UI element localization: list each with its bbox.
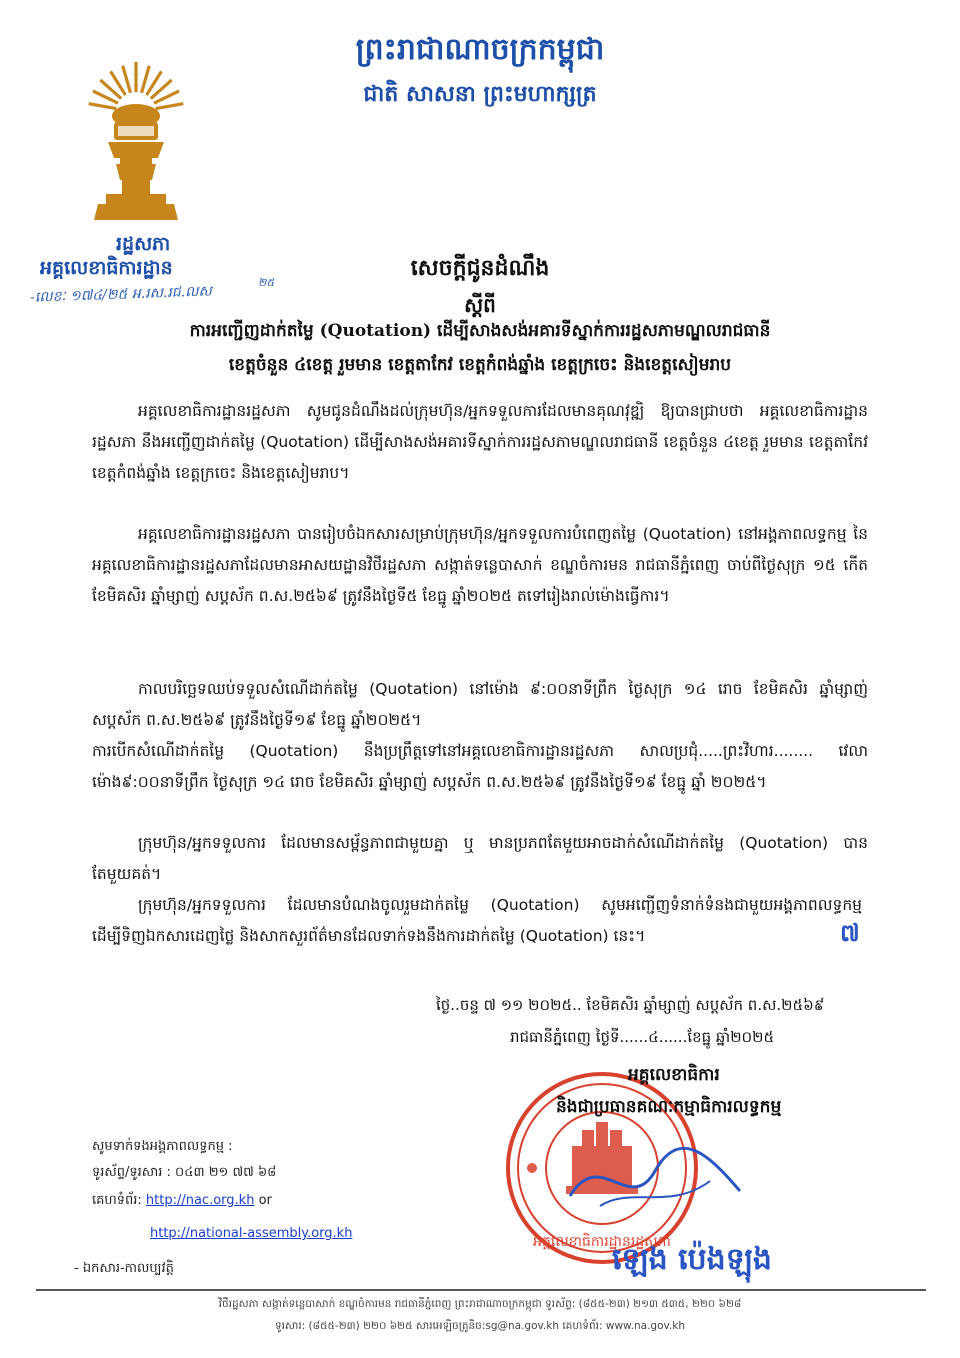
- signer-title: អគ្គលេខាធិការ: [628, 1065, 720, 1085]
- notice-title: សេចក្ដីជូនដំណឹង: [410, 255, 550, 281]
- notice-subject-line2: ខេត្តចំនួន ៤ខេត្ត រួមមាន ខេត្តតាកែវ ខេត្តកំពង់ឆ្នាំង ខេត្តក្រចេះ និងខេត្តសៀមរាប: [228, 355, 732, 375]
- nac-link[interactable]: http://nac.org.kh: [145, 1193, 255, 1208]
- footer-contact: ទូរសារ: (៨៥៥-២៣) ២២០ ៦២៥ សារអេឡិចត្រូនិច:sg@na.gov.kh គេហទំព័រ: www.na.gov.kh: [275, 1320, 685, 1332]
- reference-number: -លេខៈ ១៧៤/២៥ អ.រស.រជ.លស: [29, 283, 213, 306]
- body-paragraph-1: អគ្គលេខាធិការដ្ឋានរដ្ឋសភា សូមជូនដំណឹងដល់ក្រុមហ៊ុន/អ្នកទទួលការដែលមានគុណវុឌ្ឍិ ឱ្យបានជ្រាបថា អគ្គលេខាធិការដ្ឋានរដ្ឋសភា នឹងអញ្ជើញដាក់តម្លៃ (Quotation) ដើម្បីសាងសង់អគារទីស្នាក់ការរដ្ឋសភាមណ្ឌលរាជធានី ខេត្តចំនួន ៤ខេត្ត រួមមាន ខេត្តតាកែវ ខេត្តកំពង់ឆ្នាំង ខេត្តក្រចេះ និងខេត្តសៀមរាប។: [92, 402, 868, 482]
- body-paragraph-3: កាលបរិច្ឆេទឈប់ទទួលសំណើដាក់តម្លៃ (Quotation) នៅម៉ោង ៩:០០នាទីព្រឹក ថ្ងៃសុក្រ ១៤ រោច ខែមិគសិរ ឆ្នាំម្សាញ់ សប្តស័ក ព.ស.២៥៦៩ ត្រូវនឹងថ្ងៃទី១៩ ខែធ្នូ ឆ្នាំ២០២៥។: [92, 680, 868, 729]
- body-paragraph-6: ក្រុមហ៊ុន/អ្នកទទួលការ ដែលមានបំណងចូលរួមដាក់តម្លៃ (Quotation) សូមអញ្ជើញទំនាក់ទំនងជាមួយអង្គភាពលទ្ធកម្ម ដើម្បីទិញឯកសារដេញថ្លៃ និងសាកសួរព័ត៌មានដែលទាក់ទងនឹងការដាក់តម្លៃ (Quotation) នេះ។: [92, 896, 862, 945]
- archive-note: - ឯកសារ-កាលប្បវត្តិ: [74, 1261, 174, 1276]
- handwritten-margin-mark: ៧: [840, 919, 860, 947]
- or-text: or: [258, 1193, 272, 1208]
- body-paragraph-4: ការបើកសំណើដាក់តម្លៃ (Quotation) នឹងប្រព្រឹត្តទៅនៅអគ្គលេខាធិការដ្ឋានរដ្ឋសភា សាលប្រជុំ.....ព្រះវិហារ........ វេលាម៉ោង៩:០០នាទីព្រឹក ថ្ងៃសុក្រ ១៤ រោច ខែមិគសិរ ឆ្នាំម្សាញ់ សប្តស័ក ព.ស.២៥៦៩ ត្រូវនឹងថ្ងៃទី១៩ ខែធ្នូ ឆ្នាំ ២០២៥។: [92, 742, 868, 791]
- notice-subject-line1: ការអញ្ជើញដាក់តម្លៃ (Quotation) ដើម្បីសាងសង់អគារទីស្នាក់ការរដ្ឋសភាមណ្ឌលរាជធានី: [189, 321, 771, 341]
- body-paragraph-5: ក្រុមហ៊ុន/អ្នកទទួលការ ដែលមានសម្ព័ន្ធភាពជាមួយគ្នា ឬ មានប្រភពតែមួយអាចដាក់សំណើដាក់តម្លៃ (Quotation) បានតែមួយគត់។: [92, 834, 868, 883]
- footer-divider: [36, 1289, 926, 1291]
- ministry-name: រដ្ឋសភា: [116, 233, 171, 255]
- kingdom-title: ព្រះរាជាណាចក្រកម្ពុជា: [355, 32, 605, 67]
- contact-web2: [150, 1226, 352, 1241]
- contact-phone: ទូរស័ព្ទ/ទូរសារ : ០៤៣ ២១ ៧៧ ៦៨: [92, 1165, 277, 1180]
- web-label: គេហទំព័រ:: [92, 1193, 142, 1208]
- body-paragraph-2: អគ្គលេខាធិការដ្ឋានរដ្ឋសភា បានរៀបចំឯកសារសម្រាប់ក្រុមហ៊ុន/អ្នកទទួលការបំពេញតម្លៃ (Quotation) នៅអង្គភាពលទ្ធកម្ម នៃអគ្គលេខាធិការដ្ឋានរដ្ឋសភាដែលមានអាសយដ្ឋានវិថីរដ្ឋសភា សង្កាត់ទន្លេបាសាក់ ខណ្ឌចំការមន រាជធានីភ្នំពេញ ចាប់ពីថ្ងៃសុក្រ ១៥ កើត ខែមិគសិរ ឆ្នាំម្សាញ់ សប្តស័ក ព.ស.២៥៦៩ ត្រូវនឹងថ្ងៃទី៥ ខែធ្នូ ឆ្នាំ២០២៥ តទៅរៀងរាល់ម៉ោងធ្វើការ។: [92, 525, 868, 605]
- reference-suffix: ២៥: [258, 276, 275, 289]
- footer-address: វិថីរដ្ឋសភា សង្កាត់ទន្លេបាសាក់ ខណ្ឌចំការមន រាជធានីភ្នំពេញ ព្រះរាជាណាចក្រកម្ពុជា ទូរស័ព្ទ: (៨៥៥-២៣) ២១៣ ៥៣៥, ២២០ ៦២៨: [218, 1298, 742, 1310]
- contact-web: [92, 1192, 272, 1211]
- lunar-date: ថ្ងៃ..ចន្ទ ៧ ១១ ២០២៥.. ខែមិគសិរ ឆ្នាំម្សាញ់ សប្តស័ក ព.ស.២៥៦៩: [436, 996, 825, 1014]
- department-name: អគ្គលេខាធិការដ្ឋាន: [40, 257, 173, 279]
- signer-name: ឡេង ប៉េងឡុង: [612, 1242, 772, 1277]
- national-assembly-link[interactable]: http://national-assembly.org.kh: [150, 1226, 353, 1241]
- stamp-text: អគ្គលេខាធិការដ្ឋានរដ្ឋសភា: [533, 1234, 671, 1250]
- solar-date: រាជធានីភ្នំពេញ ថ្ងៃទី......៤......ខែធ្នូ ឆ្នាំ២០២៥: [510, 1028, 775, 1046]
- national-assembly-emblem-icon: [86, 60, 186, 228]
- handwritten-signature-icon: [560, 1136, 750, 1226]
- notice-subtitle: ស្ដីពី: [464, 293, 496, 317]
- contact-heading: សូមទាក់ទងអង្គភាពលទ្ធកម្ម :: [92, 1139, 233, 1154]
- signer-role: និងជាប្រធានគណៈកម្មាធិការលទ្ធកម្ម: [556, 1097, 782, 1117]
- national-motto: ជាតិ សាសនា ព្រះមហាក្សត្រ: [363, 81, 597, 107]
